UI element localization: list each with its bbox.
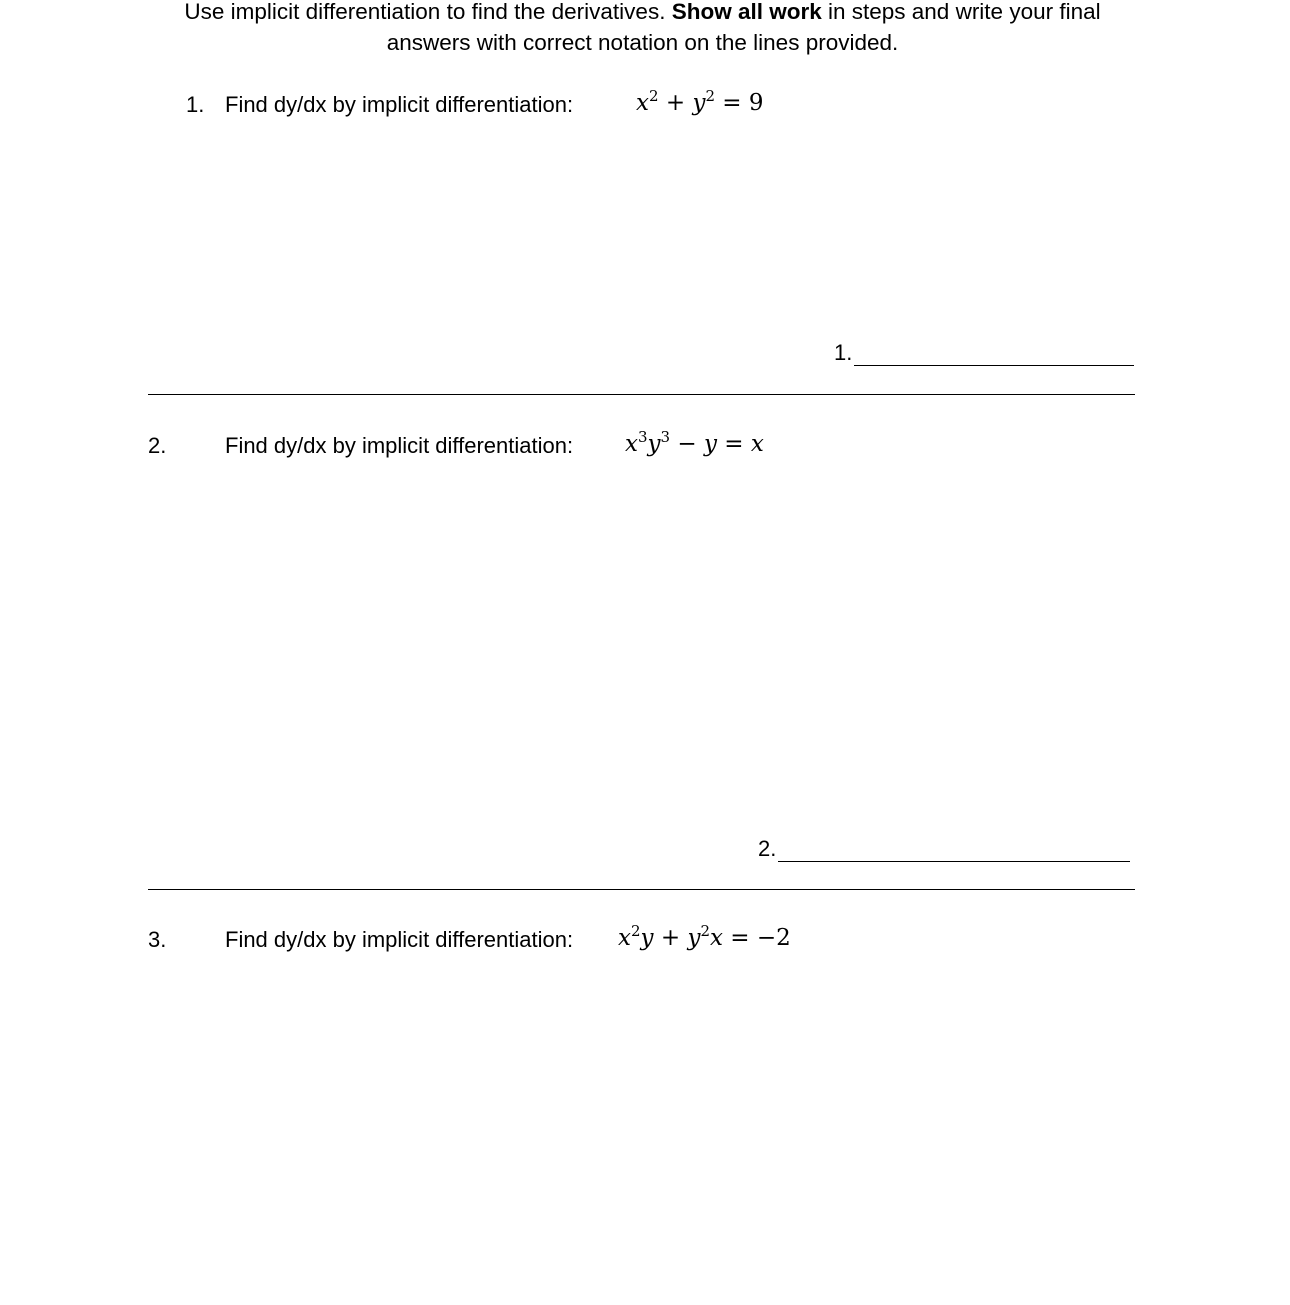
- problem-equation: $x^2y + y^2x = -2$: [618, 922, 791, 951]
- problem-prompt: Find dy/dx by implicit differentiation:: [225, 927, 574, 952]
- instructions-text-after: in steps and write your final answers with correct notation on the lines provided.: [386, 0, 1101, 55]
- answer-label: 2.: [758, 836, 777, 861]
- problem-prompt: Find dy/dx by implicit differentiation:: [225, 92, 574, 117]
- instructions-emphasis: Show all work: [671, 0, 822, 24]
- problem-equation: $x^2 + y^2 = 9$: [636, 87, 764, 116]
- problem-number: 2.: [148, 433, 167, 458]
- instructions-text-before: Use implicit differentiation to find the derivatives.: [184, 0, 672, 24]
- answer-label: 1.: [834, 340, 853, 365]
- answer-blank[interactable]: [778, 839, 1130, 862]
- answer-line-1[interactable]: [834, 340, 1134, 366]
- answer-blank[interactable]: [854, 343, 1134, 366]
- section-divider: [148, 889, 1135, 890]
- instructions: [150, 0, 1135, 58]
- problem-equation: $x^3y^3 - y = x$: [625, 428, 764, 457]
- problem-prompt: Find dy/dx by implicit differentiation:: [225, 433, 574, 458]
- answer-line-2[interactable]: [758, 836, 1130, 862]
- section-divider: [148, 394, 1135, 395]
- problem-number: 3.: [148, 927, 167, 952]
- problem-number: 1.: [186, 92, 205, 117]
